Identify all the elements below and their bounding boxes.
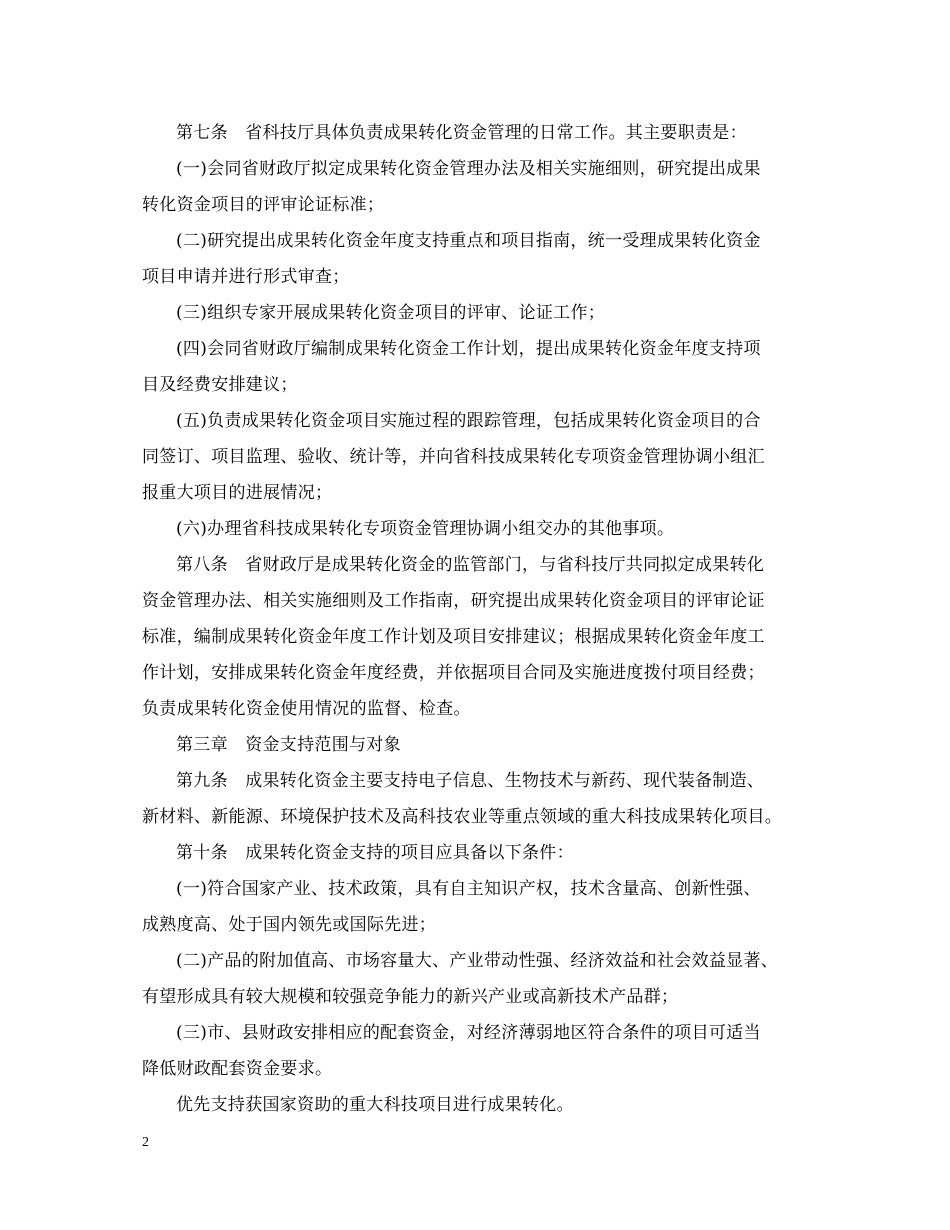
chapter-3-heading: 第三章 资金支持范围与对象	[176, 735, 401, 755]
article-7-item-5: (五)负责成果转化资金项目实施过程的跟踪管理，包括成果转化资金项目的合	[176, 411, 761, 431]
article-9-paragraph: 第九条 成果转化资金主要支持电子信息、生物技术与新药、现代装备制造、	[176, 771, 765, 791]
article-7-item-4-cont: 目及经费安排建议；	[142, 375, 298, 395]
article-7-item-4: (四)会同省财政厅编制成果转化资金工作计划，提出成果转化资金年度支持项	[176, 339, 761, 359]
article-7-item-3: (三)组织专家开展成果转化资金项目的评审、论证工作；	[176, 303, 606, 323]
article-7-item-2: (二)研究提出成果转化资金年度支持重点和项目指南，统一受理成果转化资金	[176, 231, 761, 251]
article-10-item-3-cont: 降低财政配套资金要求。	[142, 1059, 333, 1079]
article-7-item-5-cont-2: 报重大项目的进展情况；	[142, 483, 333, 503]
article-7-heading: 第七条 省科技厅具体负责成果转化资金管理的日常工作。其主要职责是：	[176, 123, 747, 143]
article-10-item-3: (三)市、县财政安排相应的配套资金，对经济薄弱地区符合条件的项目可适当	[176, 1023, 761, 1043]
article-8-cont-4: 负责成果转化资金使用情况的监督、检查。	[142, 699, 471, 719]
article-8-cont-2: 标准，编制成果转化资金年度工作计划及项目安排建议；根据成果转化资金年度工	[142, 627, 765, 647]
article-8-cont-1: 资金管理办法、相关实施细则及工作指南，研究提出成果转化资金项目的评审论证	[142, 591, 765, 611]
article-7-item-6: (六)办理省科技成果转化专项资金管理协调小组交办的其他事项。	[176, 519, 675, 539]
article-8-paragraph: 第八条 省财政厅是成果转化资金的监管部门，与省科技厅共同拟定成果转化	[176, 555, 765, 575]
article-7-item-2-cont: 项目申请并进行形式审查；	[142, 267, 350, 287]
article-10-item-1: (一)符合国家产业、技术政策，具有自主知识产权，技术含量高、创新性强、	[176, 879, 761, 899]
page-number: 2	[142, 1135, 149, 1150]
article-10-item-2: (二)产品的附加值高、市场容量大、产业带动性强、经济效益和社会效益显著、	[176, 951, 779, 971]
article-7-item-1: (一)会同省财政厅拟定成果转化资金管理办法及相关实施细则，研究提出成果	[176, 159, 761, 179]
article-10-item-2-cont: 有望形成具有较大规模和较强竞争能力的新兴产业或高新技术产品群；	[142, 987, 679, 1007]
article-9-cont: 新材料、新能源、环境保护技术及高科技农业等重点领域的重大科技成果转化项目。	[142, 807, 783, 827]
priority-support-paragraph: 优先支持获国家资助的重大科技项目进行成果转化。	[176, 1095, 574, 1115]
article-10-item-1-cont: 成熟度高、处于国内领先或国际先进；	[142, 915, 437, 935]
article-10-heading: 第十条 成果转化资金支持的项目应具备以下条件：	[176, 843, 574, 863]
document-body	[142, 115, 822, 1123]
article-7-item-1-cont: 转化资金项目的评审论证标准；	[142, 195, 385, 215]
article-8-cont-3: 作计划，安排成果转化资金年度经费，并依据项目合同及实施进度拨付项目经费；	[142, 663, 765, 683]
article-7-item-5-cont-1: 同签订、项目监理、验收、统计等，并向省科技成果转化专项资金管理协调小组汇	[142, 447, 765, 467]
